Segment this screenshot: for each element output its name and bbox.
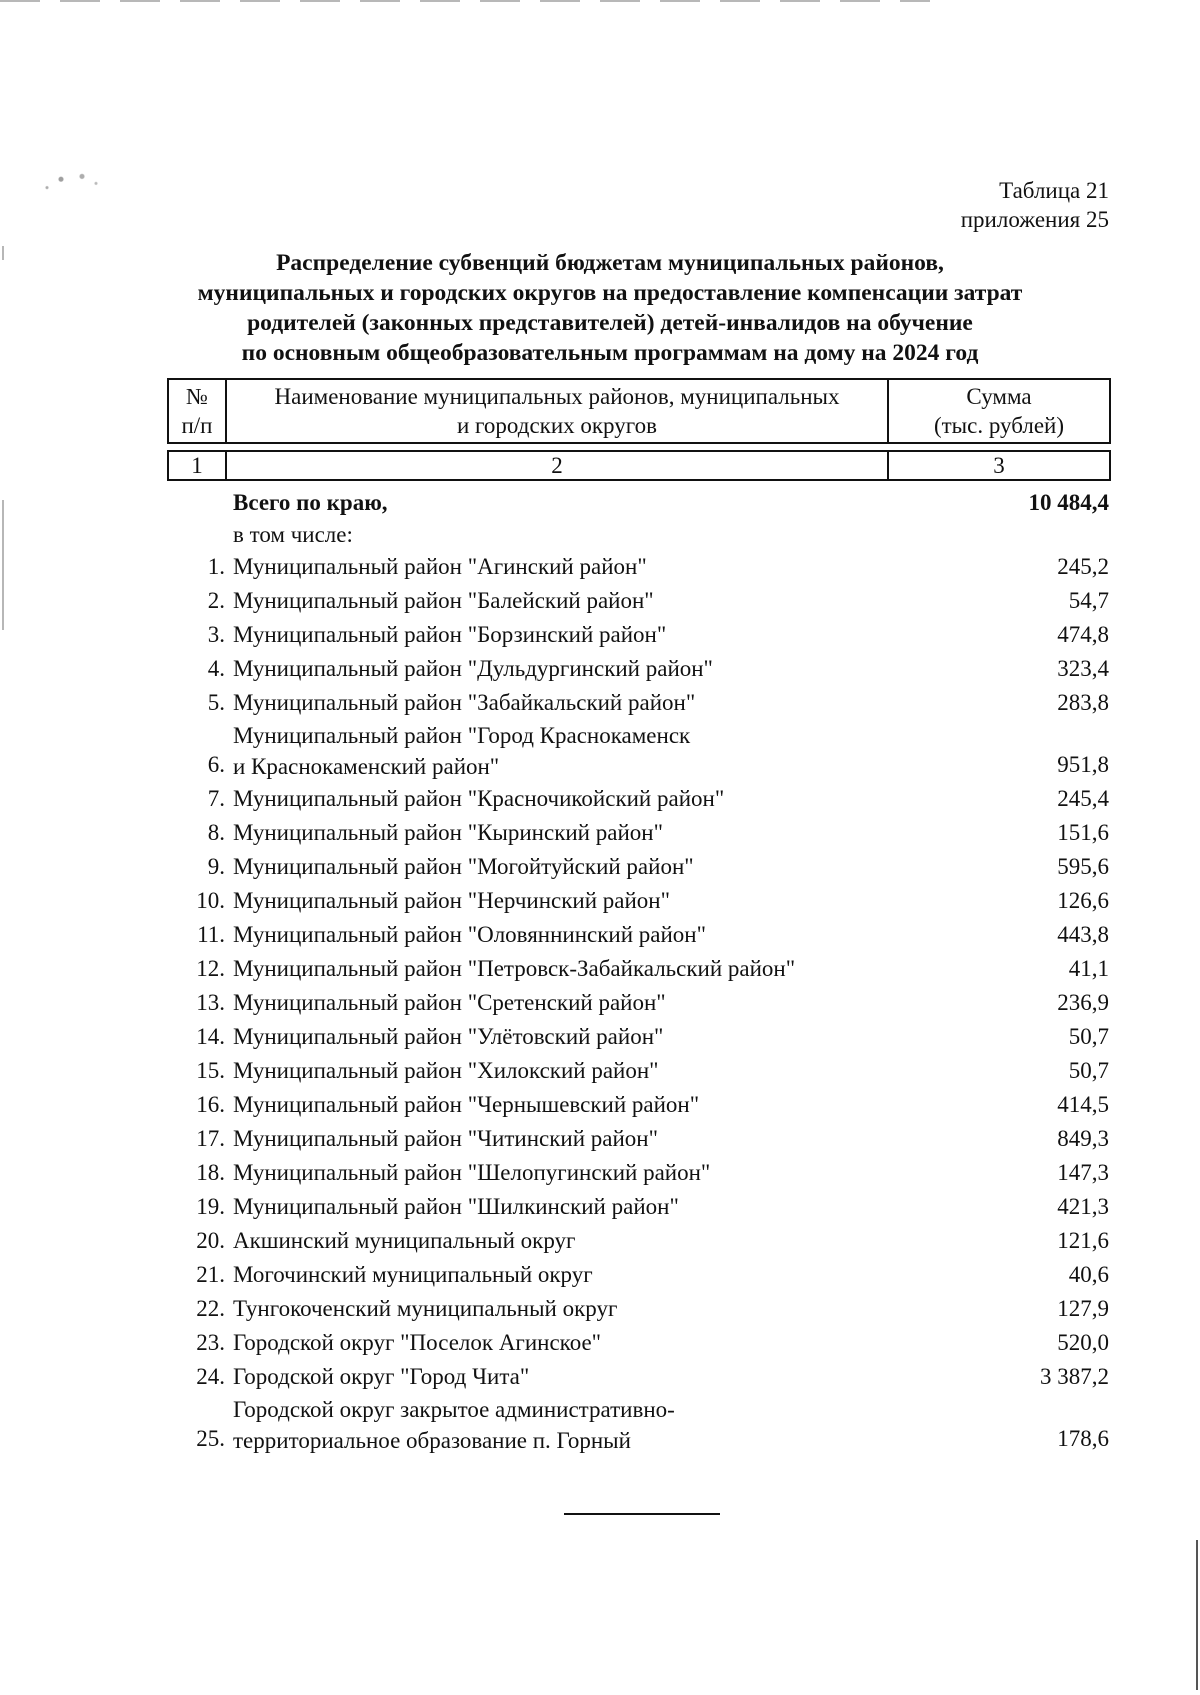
row-name — [225, 1054, 945, 1088]
row-number: 4. — [207, 656, 225, 681]
scan-artifact-top — [0, 0, 930, 2]
row-value: 951,8 — [1057, 752, 1109, 777]
appendix-number: приложения 25 — [960, 207, 1109, 232]
row-number: 17. — [196, 1126, 225, 1151]
table-row — [167, 952, 1111, 986]
total-value: 10 484,4 — [1028, 490, 1109, 515]
title-line: Распределение субвенций бюджетам муниципальных районов, — [276, 250, 944, 276]
row-value: 41,1 — [1068, 956, 1109, 981]
row-name — [225, 1088, 945, 1122]
table-number: Таблица 21 — [999, 178, 1109, 203]
row-name-line: Городской округ "Город Чита" — [233, 1364, 530, 1389]
table-reference — [961, 176, 1109, 234]
table-row — [167, 1020, 1111, 1054]
table-row — [167, 918, 1111, 952]
row-name-line: Муниципальный район "Забайкальский район" — [233, 690, 696, 715]
row-value: 3 387,2 — [1040, 1364, 1109, 1389]
row-name — [225, 1258, 945, 1292]
row-number: 2. — [207, 588, 225, 613]
row-number: 13. — [196, 990, 225, 1015]
row-number: 7. — [207, 786, 225, 811]
row-value: 245,2 — [1057, 554, 1109, 579]
including-label: в том числе: — [233, 522, 353, 547]
row-value: 54,7 — [1068, 588, 1109, 613]
row-name-line: Тунгокоченский муниципальный округ — [233, 1296, 618, 1321]
row-number: 20. — [196, 1228, 225, 1253]
row-number: 8. — [207, 820, 225, 845]
document-title — [150, 248, 1070, 368]
row-name — [225, 850, 945, 884]
table-row — [167, 1122, 1111, 1156]
row-name — [225, 1020, 945, 1054]
table-row — [167, 816, 1111, 850]
row-value: 236,9 — [1057, 990, 1109, 1015]
row-number: 22. — [196, 1296, 225, 1321]
row-name-line: территориальное образование п. Горный — [233, 1428, 631, 1453]
row-name-line: Муниципальный район "Нерчинский район" — [233, 888, 670, 913]
table-row — [167, 1326, 1111, 1360]
row-name — [225, 1224, 945, 1258]
table-row — [167, 1088, 1111, 1122]
table-row — [167, 652, 1111, 686]
row-name-line: Муниципальный район "Балейский район" — [233, 588, 654, 613]
row-value: 595,6 — [1057, 854, 1109, 879]
row-value: 520,0 — [1057, 1330, 1109, 1355]
table-row — [167, 1156, 1111, 1190]
scan-artifact-left — [2, 246, 4, 260]
row-name — [225, 1190, 945, 1224]
row-number: 9. — [207, 854, 225, 879]
table-row — [167, 884, 1111, 918]
row-name-line: Акшинский муниципальный округ — [233, 1228, 576, 1253]
row-name-line: Муниципальный район "Чернышевский район" — [233, 1092, 700, 1117]
row-value: 443,8 — [1057, 922, 1109, 947]
row-number: 14. — [196, 1024, 225, 1049]
row-name-line: Муниципальный район "Дульдургинский район" — [233, 656, 713, 681]
table-header — [167, 378, 1111, 444]
table-row — [167, 686, 1111, 720]
row-name — [225, 652, 945, 686]
row-name-line: Муниципальный район "Кыринский район" — [233, 820, 663, 845]
row-value: 127,9 — [1057, 1296, 1109, 1321]
row-value: 421,3 — [1057, 1194, 1109, 1219]
title-line: муниципальных и городских округов на предоставление компенсации затрат — [197, 280, 1023, 306]
total-label: Всего по краю, — [233, 490, 388, 515]
row-value: 151,6 — [1057, 820, 1109, 845]
table-row — [167, 1190, 1111, 1224]
row-number: 3. — [207, 622, 225, 647]
table-row — [167, 1394, 1111, 1456]
table-row — [167, 720, 1111, 782]
row-name — [225, 884, 945, 918]
total-row — [167, 486, 1111, 520]
row-number: 5. — [207, 690, 225, 715]
row-name-line: Городской округ закрытое административно- — [233, 1397, 675, 1422]
row-number: 16. — [196, 1092, 225, 1117]
table-row — [167, 1292, 1111, 1326]
column-numbers-row — [167, 450, 1111, 481]
table-row — [167, 584, 1111, 618]
header-num: № п/п — [169, 380, 227, 442]
row-name-line: Муниципальный район "Улётовский район" — [233, 1024, 664, 1049]
row-name-line: Городской округ "Поселок Агинское" — [233, 1330, 602, 1355]
row-name-line: Муниципальный район "Могойтуйский район" — [233, 854, 694, 879]
header-sum: Сумма (тыс. рублей) — [933, 384, 1065, 438]
row-name — [225, 782, 945, 816]
row-name — [225, 1292, 945, 1326]
row-name-line: Муниципальный район "Красночикойский район" — [233, 786, 725, 811]
table-row — [167, 1054, 1111, 1088]
row-name-line: Муниципальный район "Читинский район" — [233, 1126, 658, 1151]
row-name — [225, 1360, 945, 1394]
row-value: 245,4 — [1057, 786, 1109, 811]
row-name — [225, 816, 945, 850]
row-name-line: Муниципальный район "Шелопугинский район" — [233, 1160, 711, 1185]
row-name — [225, 720, 945, 782]
row-name-line: Муниципальный район "Петровск-Забайкальский район" — [233, 956, 796, 981]
including-row — [167, 520, 1111, 550]
table-row — [167, 1258, 1111, 1292]
row-number: 1. — [207, 554, 225, 579]
row-number: 24. — [196, 1364, 225, 1389]
row-name-line: Муниципальный район "Сретенский район" — [233, 990, 666, 1015]
row-number: 11. — [197, 922, 225, 947]
row-name — [225, 918, 945, 952]
table-row — [167, 986, 1111, 1020]
row-name — [225, 1394, 945, 1456]
row-name-line: Муниципальный район "Город Краснокаменск — [233, 723, 691, 748]
scan-speck — [40, 168, 110, 196]
row-number: 19. — [196, 1194, 225, 1219]
row-name — [225, 686, 945, 720]
table-row — [167, 782, 1111, 816]
row-value: 849,3 — [1057, 1126, 1109, 1151]
row-name — [225, 952, 945, 986]
table-row — [167, 618, 1111, 652]
table-row — [167, 1360, 1111, 1394]
scan-artifact-right — [1196, 1540, 1198, 1690]
row-name-line: Могочинский муниципальный округ — [233, 1262, 593, 1287]
row-number: 23. — [196, 1330, 225, 1355]
end-rule — [564, 1513, 720, 1515]
title-line: по основным общеобразовательным программам на дому на 2024 год — [241, 340, 979, 366]
column-number: 3 — [993, 452, 1005, 478]
table-row — [167, 1224, 1111, 1258]
title-line: родителей (законных представителей) детей-инвалидов на обучение — [247, 310, 973, 336]
row-number: 21. — [196, 1262, 225, 1287]
row-value: 178,6 — [1057, 1426, 1109, 1451]
row-value: 323,4 — [1057, 656, 1109, 681]
row-value: 50,7 — [1068, 1024, 1109, 1049]
row-name — [225, 1326, 945, 1360]
column-number: 2 — [227, 452, 889, 479]
row-name-line: и Краснокаменский район" — [233, 754, 500, 779]
row-name-line: Муниципальный район "Хилокский район" — [233, 1058, 659, 1083]
row-number: 15. — [196, 1058, 225, 1083]
row-number: 18. — [196, 1160, 225, 1185]
table-row — [167, 850, 1111, 884]
row-value: 40,6 — [1068, 1262, 1109, 1287]
row-name-line: Муниципальный район "Агинский район" — [233, 554, 647, 579]
row-name — [225, 584, 945, 618]
row-number: 6. — [207, 752, 225, 777]
row-number: 25. — [196, 1426, 225, 1451]
row-name — [225, 1156, 945, 1190]
row-name — [225, 550, 945, 584]
header-name: Наименование муниципальных районов, муниципальных и городских округов — [227, 380, 889, 442]
row-name — [225, 1122, 945, 1156]
row-value: 121,6 — [1057, 1228, 1109, 1253]
table-row — [167, 550, 1111, 584]
row-value: 414,5 — [1057, 1092, 1109, 1117]
row-value: 283,8 — [1057, 690, 1109, 715]
row-name — [225, 618, 945, 652]
row-name-line: Муниципальный район "Оловяннинский район" — [233, 922, 707, 947]
row-name-line: Муниципальный район "Шилкинский район" — [233, 1194, 679, 1219]
row-number: 12. — [196, 956, 225, 981]
scan-artifact-left — [2, 500, 4, 630]
table-body — [167, 486, 1111, 1456]
row-value: 50,7 — [1068, 1058, 1109, 1083]
row-number: 10. — [196, 888, 225, 913]
row-name — [225, 986, 945, 1020]
row-name-line: Муниципальный район "Борзинский район" — [233, 622, 667, 647]
row-value: 126,6 — [1057, 888, 1109, 913]
row-value: 147,3 — [1057, 1160, 1109, 1185]
row-value: 474,8 — [1057, 622, 1109, 647]
column-number: 1 — [169, 452, 227, 479]
